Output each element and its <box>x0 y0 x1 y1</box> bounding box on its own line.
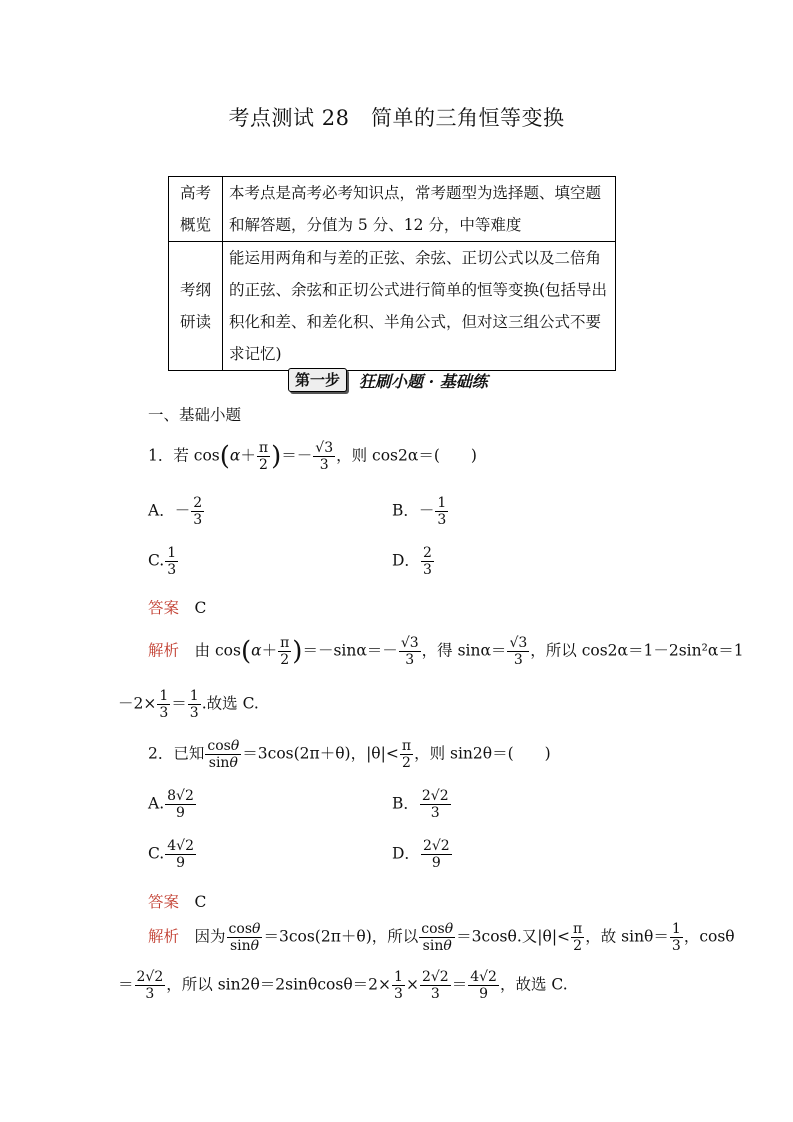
q2-analysis: 解析 因为 $\frac{\cos\theta}{\sin\theta}$ ＝3cos(2π＋θ)，所以 $\frac{\cos\theta}{\sin\theta}$ ＝3cosθ.又|θ|< $\frac{\pi}{2}$ ，故 sinθ＝ $\frac{1}{3}$ ，cosθ <box>148 921 735 954</box>
q2-answer: 答案 C <box>148 893 207 911</box>
q1-suffix: ，则 cos2α＝( ) <box>336 446 477 465</box>
q1-prefix: 1．若 cos <box>148 446 220 465</box>
q1-option-d: D． $\frac{2}{3}$ <box>392 545 432 578</box>
step-banner <box>288 368 488 392</box>
overview-table <box>168 176 616 371</box>
q1-option-b: B．－ $\frac{1}{3}$ <box>392 495 447 528</box>
q2-analysis-cont: ＝ $\frac{2√2}{3}$ ，所以 sin2θ＝2sinθcosθ＝2× $\frac{1}{3}$ × $\frac{2√2}{3}$ ＝ $\frac{4√2}{9}$ ，故选 C. <box>118 969 568 1002</box>
q2-option-d: D． $\frac{2√2}{9}$ <box>392 838 450 871</box>
q1-option-c: C. $\frac{1}{3}$ <box>148 545 177 578</box>
table-head-overview: 高考概览 <box>169 177 223 242</box>
q1-analysis-cont: －2× $\frac{1}{3}$ ＝ $\frac{1}{3}$ .故选 C. <box>118 688 259 721</box>
q1-analysis: 解析 由 cos(α＋ $\frac{\pi}{2}$ )＝－sinα＝－ $\frac{√3}{3}$ ，得 sinα＝ $\frac{√3}{3}$ ，所以 cos2α＝1－2sin²α＝1 <box>148 635 744 668</box>
q2-option-c: C. $\frac{4√2}{9}$ <box>148 838 194 871</box>
question-1: 1．若 cos(α＋ $\frac{\pi}{2}$ )＝－ $\frac{√3}{3}$ ，则 cos2α＝( ) <box>148 440 477 473</box>
page-title: 考点测试 28 简单的三角恒等变换 <box>228 106 565 130</box>
q1-option-a: A．－ $\frac{2}{3}$ <box>148 495 203 528</box>
table-body-syllabus: 能运用两角和与差的正弦、余弦、正切公式以及二倍角的正弦、余弦和正切公式进行简单的恒等变换(包括导出积化和差、和差化积、半角公式，但对这三组公式不要求记忆) <box>223 242 616 371</box>
question-2: 2．已知 $\frac{\cos\theta}{\sin\theta}$ ＝3cos(2π＋θ)，|θ|< $\frac{\pi}{2}$ ，则 sin2θ＝( ) <box>148 738 551 771</box>
q2-option-b: B． $\frac{2√2}{3}$ <box>392 788 449 821</box>
table-head-syllabus: 考纲研读 <box>169 242 223 371</box>
q1-answer: 答案 C <box>148 599 207 617</box>
table-body-overview: 本考点是高考必考知识点，常考题型为选择题、填空题和解答题，分值为 5 分、12 分，中等难度 <box>223 177 616 242</box>
section-heading: 一、基础小题 <box>148 406 242 424</box>
q2-option-a: A. $\frac{8√2}{9}$ <box>148 788 194 821</box>
step-badge: 第一步 <box>288 368 347 392</box>
step-text: 狂刷小题 · 基础练 <box>359 371 488 391</box>
